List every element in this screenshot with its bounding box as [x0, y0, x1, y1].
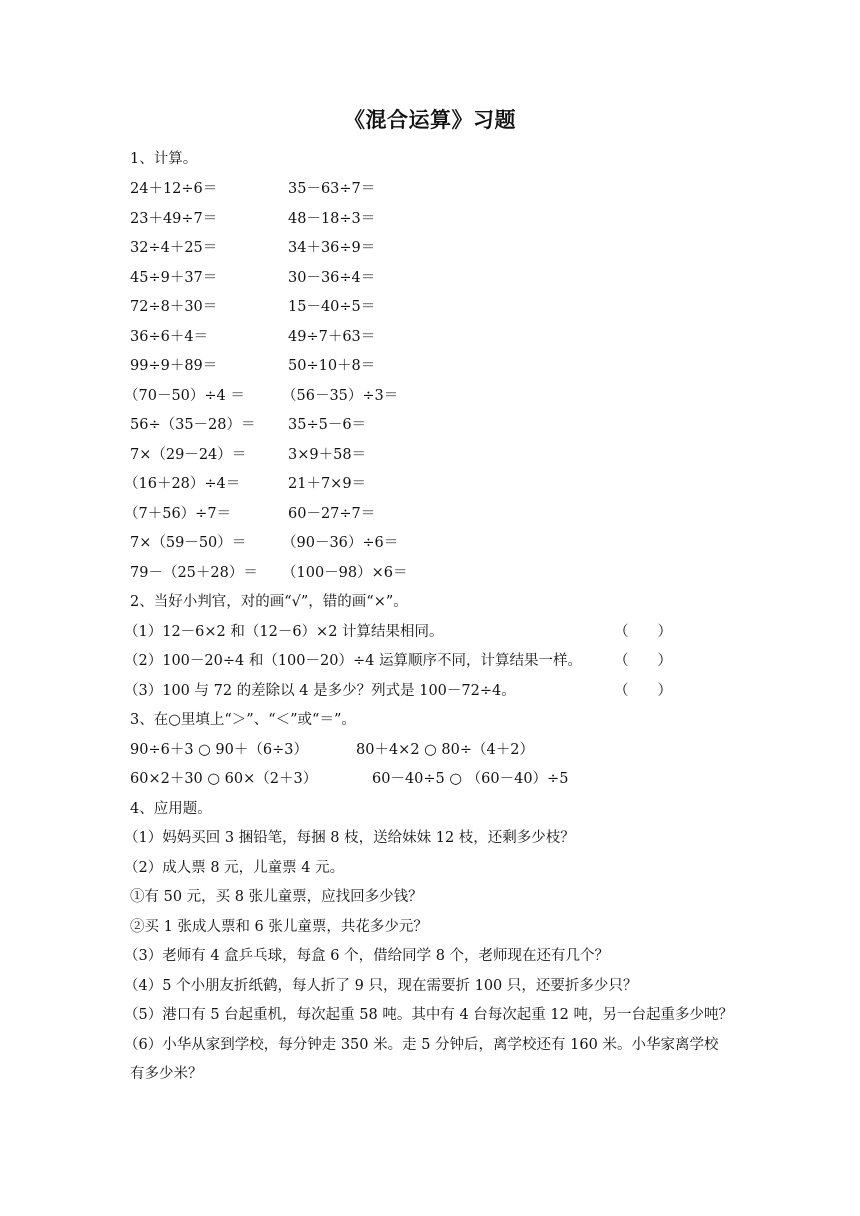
section-3-heading: 3、在○里填上“＞”、“＜”或“＝”。: [130, 712, 356, 728]
calc-left: 56÷（35－28）＝: [130, 417, 256, 433]
calc-right: 15－40÷5＝: [288, 299, 376, 315]
answer-blank: （ ）: [614, 624, 672, 640]
word-problem: （2）成人票 8 元，儿童票 4 元。: [124, 860, 345, 876]
calc-right: 50÷10＋8＝: [288, 358, 376, 374]
judge-item: （3）100 与 72 的差除以 4 是多少？列式是 100－72÷4。: [124, 683, 516, 699]
section-2-heading: 2、当好小判官，对的画“√”，错的画“×”。: [130, 594, 408, 610]
word-problem: （4）5 个小朋友折纸鹤，每人折了 9 只，现在需要折 100 只，还要折多少只？: [124, 978, 638, 994]
calc-right: 3×9＋58＝: [288, 447, 367, 463]
judge-item: （1）12－6×2 和（12－6）×2 计算结果相同。: [124, 624, 444, 640]
calc-right: 48－18÷3＝: [288, 211, 376, 227]
word-problem: ①有 50 元，买 8 张儿童票，应找回多少钱？: [130, 889, 423, 905]
compare-right: 60－40÷5 ○ （60－40）÷5: [372, 771, 569, 787]
calc-right: 49÷7＋63＝: [288, 329, 376, 345]
section-4-heading: 4、应用题。: [130, 801, 212, 817]
calc-left: 32÷4＋25＝: [130, 240, 218, 256]
calc-left: 36÷6＋4＝: [130, 329, 209, 345]
section-1-heading: 1、计算。: [130, 151, 198, 167]
calc-right: 34＋36÷9＝: [288, 240, 376, 256]
calc-right: （100－98）×6＝: [282, 565, 408, 581]
calc-right: （90－36）÷6＝: [282, 535, 399, 551]
calc-left: 79－（25＋28）＝: [130, 565, 258, 581]
judge-item: （2）100－20÷4 和（100－20）÷4 运算顺序不同，计算结果一样。: [124, 653, 582, 669]
calc-left: 99÷9＋89＝: [130, 358, 218, 374]
word-problem: （3）老师有 4 盒乒乓球，每盒 6 个，借给同学 8 个，老师现在还有几个？: [124, 948, 610, 964]
calc-left: 7×（59－50）＝: [130, 535, 247, 551]
compare-left: 90÷6＋3 ○ 90＋（6÷3）: [130, 742, 308, 758]
calc-right: 60－27÷7＝: [288, 506, 376, 522]
calc-right: 35－63÷7＝: [288, 181, 376, 197]
calc-left: （70－50）÷4 ＝: [124, 388, 245, 404]
calc-right: 30－36÷4＝: [288, 270, 376, 286]
calc-right: 21＋7×9＝: [288, 476, 367, 492]
word-problem: （5）港口有 5 台起重机，每次起重 58 吨。其中有 4 台每次起重 12 吨，另一台起重多少吨？: [124, 1007, 733, 1023]
word-problem: 有多少米？: [130, 1066, 203, 1082]
answer-blank: （ ）: [614, 683, 672, 699]
calc-left: （16＋28）÷4＝: [124, 476, 241, 492]
calc-left: 45÷9＋37＝: [130, 270, 218, 286]
calc-left: （7＋56）÷7＝: [124, 506, 232, 522]
compare-right: 80＋4×2 ○ 80÷（4＋2）: [356, 742, 534, 758]
calc-right: 35÷5－6＝: [288, 417, 367, 433]
calc-left: 72÷8＋30＝: [130, 299, 218, 315]
calc-right: （56－35）÷3＝: [282, 388, 399, 404]
calc-left: 7×（29－24）＝: [130, 447, 247, 463]
word-problem: （1）妈妈买回 3 捆铅笔，每捆 8 枝，送给妹妹 12 枝，还剩多少枝？: [124, 830, 575, 846]
compare-left: 60×2＋30 ○ 60×（2＋3）: [130, 771, 318, 787]
page-title: 《混合运算》习题: [344, 108, 516, 132]
answer-blank: （ ）: [614, 653, 672, 669]
word-problem: （6）小华从家到学校，每分钟走 350 米。走 5 分钟后，离学校还有 160 米。小华家离学校: [124, 1037, 719, 1053]
word-problem: ②买 1 张成人票和 6 张儿童票，共花多少元？: [130, 919, 428, 935]
calc-left: 24＋12÷6＝: [130, 181, 218, 197]
calc-left: 23＋49÷7＝: [130, 211, 218, 227]
